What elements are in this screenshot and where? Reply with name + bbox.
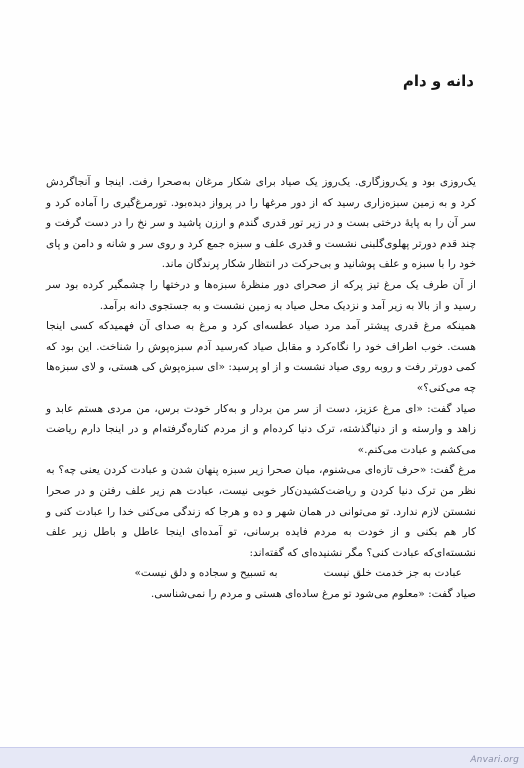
paragraph-5: مرغ گفت: «حرف تازه‌ای می‌شنوم، میان صحرا زیر سبزه پنهان شدن و عبادت کردن یعنی چه؟ به نظر من ترک دنیا کردن و ریاضت‌کشیدن‌کار خوبی نیست، عبادت هم زیر علف رفتن و در صحرا نشستن لازم ندارد. تو می‌توانی در همان شهر و ده و هرجا که زندگی می‌کنی خدا را عبادت کنی و کار هم بکنی و از خودت به مردم فایده برسانی، تو آمده‌ای اینجا عاطل و باطل زیر علف نشسته‌ای‌که عبادت کنی؟ مگر نشنیده‌ای که گفته‌اند: xyxy=(46,464,476,559)
site-watermark: Anvari.org xyxy=(470,755,519,765)
paragraph-2: از آن طرف یک مرغ تیز پرکه از صحرای دور منظرهٔ سبزه‌ها و درختها را چشمگیر کرده بود سر رسید و از بالا به زیر آمد و نزدیک محل صیاد به زمین نشست و به جستجوی دانه برآمد. xyxy=(46,278,476,312)
paragraph-3: همینکه مرغ قدری پیشتر آمد مرد صیاد عطسه‌ای کرد و مرغ به صدای آن فهمیدکه کسی اینجا هست. خوب اطراف خود را نگاه‌کرد و مقابل صیاد که‌رسید آدم سبزه‌پوش را شناخت. این بود که کمی دورتر رفت و روبه روی صیاد نشست و از او پرسید: «ای سبزه‌پوش کی هستی، و لای سبزه‌ها چه می‌کنی؟» xyxy=(46,320,476,394)
paragraph-4: صیاد گفت: «ای مرغ عزیز، دست از سر من بردار و به‌کار خودت برس، من مردی هستم عابد و زاهد و وارسته و از دنیاگذشته، ترک دنیا کرده‌ام و از مردم کناره‌گرفته‌ام و در اینجا دارم ریاضت می‌کشم و عبادت می‌کنم.» xyxy=(46,402,476,456)
chapter-title: دانه و دام xyxy=(402,72,474,90)
footer-strip xyxy=(0,747,524,768)
poem-verse xyxy=(46,563,476,584)
closing-line: صیاد گفت: «معلوم می‌شود تو مرغ ساده‌ای هستی و مردم را نمی‌شناسی. xyxy=(150,587,476,600)
story-body xyxy=(46,172,476,604)
verse-first-hemistich: عبادت به جز خدمت خلق نیست xyxy=(323,567,462,580)
paragraph-1: یک‌روزی بود و یک‌روزگاری. یک‌روز یک صیاد برای شکار مرغان به‌صحرا رفت. اینجا و آنجاگردش کرد و به زمین سبزه‌زاری رسید که از دور مرغها را در پرواز دیده‌بود. تورمرغ‌گیری را آماده کرد و سر آن را به پایهٔ درختی بست و در زیر تور قدری گندم و ارزن پاشید و سر نخ را در دست گرفت و چند قدم دورتر پهلوی‌گلبنی نشست و قدری علف و سبزه جمع کرد و روی سر و شانه و دامن و پای خود را با سبزه و علف پوشانید و بی‌حرکت در انتظار شکار پرندگان ماند. xyxy=(46,176,476,271)
verse-second-hemistich: به تسبیح و سجاده و دلق نیست» xyxy=(134,567,278,580)
